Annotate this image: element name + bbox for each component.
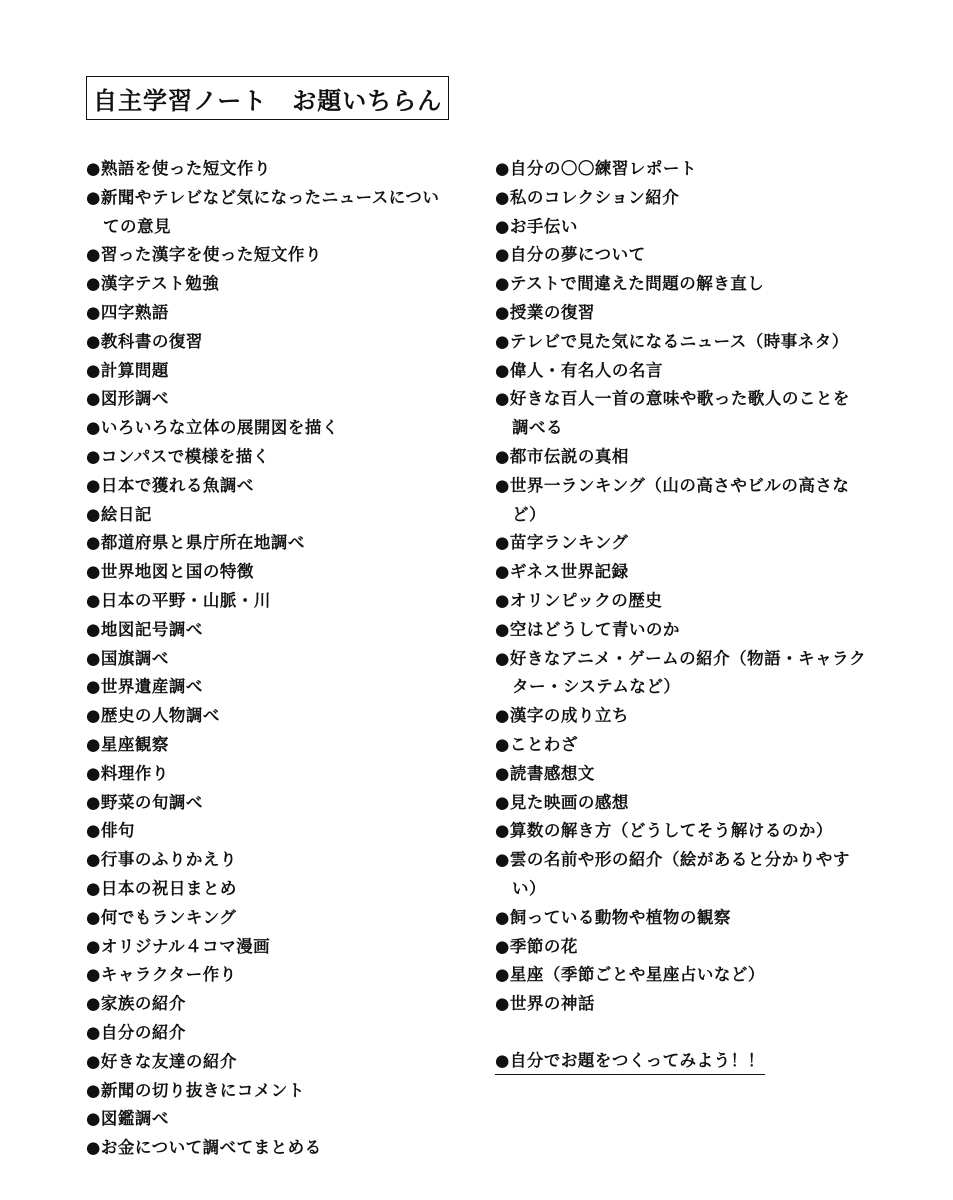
list-item: ●お手伝い — [495, 216, 578, 236]
list-item: ●世界遺産調べ — [86, 677, 203, 697]
list-item: ●テストで間違えた問題の解き直し — [495, 274, 765, 294]
list-item: ●星座観察 — [86, 734, 169, 754]
list-item: ●地図記号調べ — [86, 619, 203, 639]
list-item: ●新聞の切り抜きにコメント — [86, 1080, 305, 1100]
list-item: ●空はどうして青いのか — [495, 619, 680, 639]
list-item: ど） — [495, 504, 546, 524]
list-item: ●都市伝説の真相 — [495, 446, 629, 466]
list-item: ●苗字ランキング — [495, 533, 629, 553]
list-item: ●俳句 — [86, 821, 135, 841]
list-item: ●好きなアニメ・ゲームの紹介（物語・キャラク — [495, 648, 867, 668]
page-title: 自主学習ノート お題いちらん — [86, 76, 449, 120]
list-item: ●ギネス世界記録 — [495, 562, 629, 582]
list-item: ●歴史の人物調べ — [86, 706, 220, 726]
list-item: ●算数の解き方（どうしてそう解けるのか） — [495, 821, 833, 841]
list-item: ●何でもランキング — [86, 907, 237, 927]
list-item: ●好きな百人一首の意味や歌った歌人のことを — [495, 389, 850, 409]
list-item: ●テレビで見た気になるニュース（時事ネタ） — [495, 331, 849, 351]
list-item: ●行事のふりかえり — [86, 850, 237, 870]
list-item: ●熟語を使った短文作り — [86, 159, 271, 178]
list-item: ●お金について調べてまとめる — [86, 1138, 322, 1158]
list-item: ●世界地図と国の特徴 — [86, 562, 254, 582]
list-item: ●図形調べ — [86, 389, 169, 409]
list-item: ●計算問題 — [86, 360, 169, 380]
list-item: ●日本で獲れる魚調べ — [86, 475, 254, 495]
list-item: ●料理作り — [86, 763, 169, 783]
list-item: ●季節の花 — [495, 936, 578, 956]
list-item: ●日本の平野・山脈・川 — [86, 590, 271, 610]
list-item: い） — [495, 878, 546, 898]
list-item: ●雲の名前や形の紹介（絵があると分かりやす — [495, 850, 850, 870]
list-item: ●キャラクター作り — [86, 965, 237, 985]
list-item: ●見た映画の感想 — [495, 792, 629, 812]
list-item: ●野菜の旬調べ — [86, 792, 203, 812]
list-item: ●いろいろな立体の展開図を描く — [86, 418, 339, 438]
list-item: ●自分の夢について — [495, 245, 646, 265]
list-item: ●教科書の復習 — [86, 331, 203, 351]
topic-list-left — [86, 155, 481, 1163]
list-item: ●オリジナル４コマ漫画 — [86, 936, 271, 956]
list-item: ●新聞やテレビなど気になったニュースについ — [86, 187, 440, 207]
list-item: ●自分の〇〇練習レポート — [495, 159, 697, 178]
list-item: ●私のコレクション紹介 — [495, 187, 680, 207]
list-item: ●家族の紹介 — [86, 994, 186, 1014]
topic-list-right — [495, 155, 880, 1019]
list-item: ●飼っている動物や植物の観察 — [495, 907, 731, 927]
list-item: ●四字熟語 — [86, 302, 169, 322]
list-item: 調べる — [495, 418, 563, 438]
list-item: ●世界の神話 — [495, 994, 595, 1014]
list-item: ●オリンピックの歴史 — [495, 590, 663, 610]
list-item: ●絵日記 — [86, 504, 152, 524]
list-item: ●漢字の成り立ち — [495, 706, 629, 726]
list-item: ●好きな友達の紹介 — [86, 1051, 237, 1071]
list-item: ●都道府県と県庁所在地調べ — [86, 533, 305, 553]
list-item: ●自分の紹介 — [86, 1022, 186, 1042]
list-item: ●図鑑調べ — [86, 1109, 169, 1129]
list-item: ●漢字テスト勉強 — [86, 274, 220, 294]
list-item: ●授業の復習 — [495, 302, 595, 322]
list-item: ●読書感想文 — [495, 763, 595, 783]
list-item: ●星座（季節ごとや星座占いなど） — [495, 965, 765, 985]
make-your-own-topic-note: ●自分でお題をつくってみよう！！ — [495, 1048, 765, 1075]
list-item: ●世界一ランキング（山の高さやビルの高さな — [495, 475, 850, 495]
list-item: ●偉人・有名人の名言 — [495, 360, 663, 380]
list-item: ●日本の祝日まとめ — [86, 878, 237, 898]
list-item: ての意見 — [86, 216, 171, 236]
list-item: ●ことわざ — [495, 734, 578, 754]
list-item: ●コンパスで模様を描く — [86, 446, 270, 466]
list-item: ●習った漢字を使った短文作り — [86, 245, 322, 265]
list-item: ●国旗調べ — [86, 648, 169, 668]
list-item: ター・システムなど） — [495, 677, 681, 697]
